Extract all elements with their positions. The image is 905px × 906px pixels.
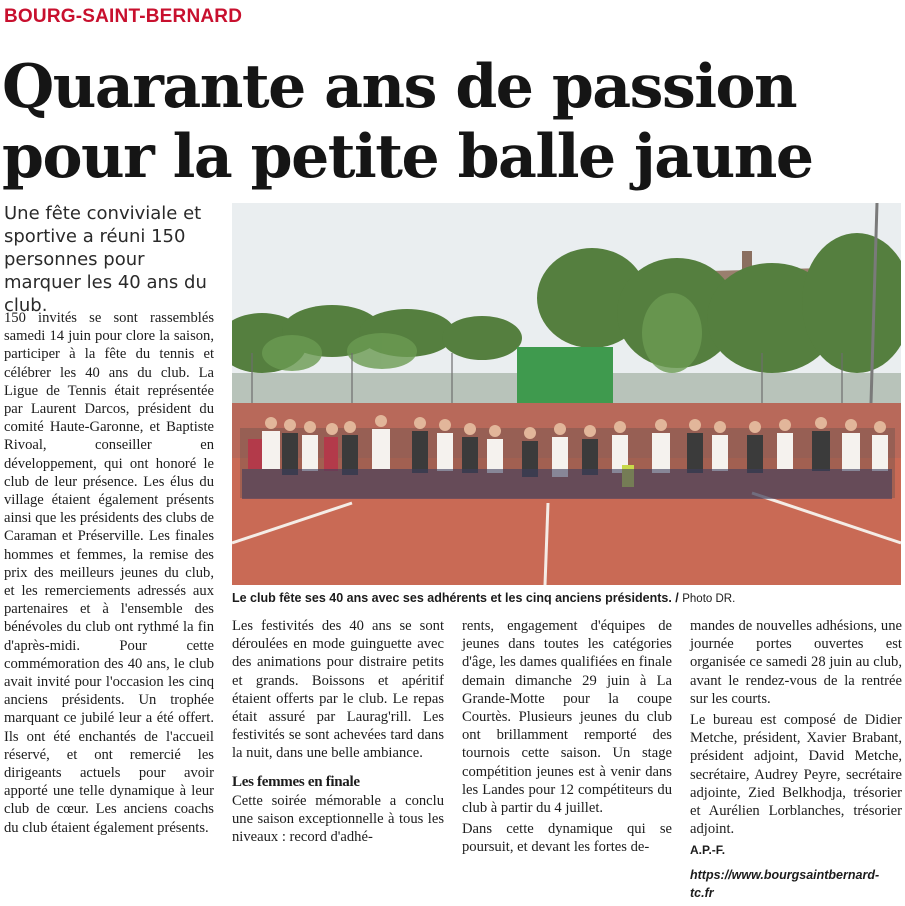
headline-line-2: pour la petite balle jaune: [2, 122, 813, 192]
photo-credit: Photo DR.: [682, 593, 736, 605]
article-column-3: [462, 617, 672, 860]
headline: [2, 52, 902, 192]
body-paragraph: Dans cette dynamique qui se poursuit, et devant les fortes de-: [462, 821, 672, 856]
body-paragraph: 150 invités se sont rassemblés samedi 14 juin pour clore la saison, participer à la fête du tennis et célébrer les 40 ans du club. La Ligue de Tennis était représentée par Laurent Darcos, président du comité Haute-Garonne, et Baptiste Rivoal, conseiller en développement, qui ont honoré le club de leur présence. Les élus du village étaient également présents ainsi que les présidents des clubs de Caraman et Préserville. Les finales hommes et femmes, la remise des prix des meilleurs jeunes du club, et les remerciements adressés aux partenaires et à l'ensemble des bénévoles du club ont rythmé la fin d'après-midi. Pour cette commémoration des 40 ans, le club avait invité pour l'occasion les cinq anciens présidents. Un trophée marquant ce jubilé leur a été offert. Ils ont été enchantés de l'accueil réservé, et ont remercié les dirigeants actuels pour avoir apporté une telle dynamique à leur club de cœur. Les anciens coachs du club étaient également présents.: [4, 310, 214, 836]
standfirst: Une fête conviviale et sportive a réuni 150 personnes pour marquer les 40 ans du club.: [4, 203, 207, 316]
caption-text: Le club fête ses 40 ans avec ses adhérents et les cinq anciens présidents. /: [232, 591, 679, 605]
headline-line-1: Quarante ans de passion: [2, 52, 797, 122]
photo-caption: [232, 590, 901, 607]
body-paragraph: Le bureau est composé de Didier Metche, président, Xavier Brabant, président adjoint, David Metche, secrétaire, Audrey Peyre, secrétaire adjointe, Zied Belkhodja, trésorier et Aurélien Lorblanches, trésorier adjoint.: [690, 712, 902, 838]
group-photo-illustration: [232, 203, 901, 585]
section-subhead: Les femmes en finale: [232, 773, 360, 790]
article-column-1: [4, 309, 214, 840]
article-column-2: [232, 617, 444, 849]
club-website-link[interactable]: https://www.bourgsaintbernard-tc.fr: [690, 867, 880, 900]
section-kicker: BOURG-SAINT-BERNARD: [4, 6, 243, 27]
article-photo: [232, 203, 901, 585]
body-paragraph: Cette soirée mémorable a conclu une saison exceptionnelle à tous les niveaux : record d'adhé-: [232, 792, 444, 846]
author-signature: A.P.-F.: [690, 843, 726, 858]
article-column-4: [690, 617, 902, 902]
body-paragraph: rents, engagement d'équipes de jeunes dans toutes les catégories d'âge, les dames qualifiées en finale demain dimanche 29 juin à La Grande-Motte pour la coupe Courtès. Plusieurs jeunes du club ont brillamment remporté des tournois cette saison. Un stage compétition jeunes est à venir dans les Landes pour 12 compétiteurs du club à partir du 4 juillet.: [462, 618, 672, 817]
body-paragraph: mandes de nouvelles adhésions, une journée portes ouvertes est organisée ce samedi 28 juin au club, avant le rendez-vous de la rentrée sur les courts.: [690, 618, 902, 707]
body-paragraph: Les festivités des 40 ans se sont déroulées en mode guinguette avec des animations pour distraire petits et grands. Boissons et apéritif étaient offerts par le club. Le repas était assuré par Laurag'rill. Les festivités se sont achevées tard dans la nuit, dans une belle ambiance.: [232, 618, 444, 762]
